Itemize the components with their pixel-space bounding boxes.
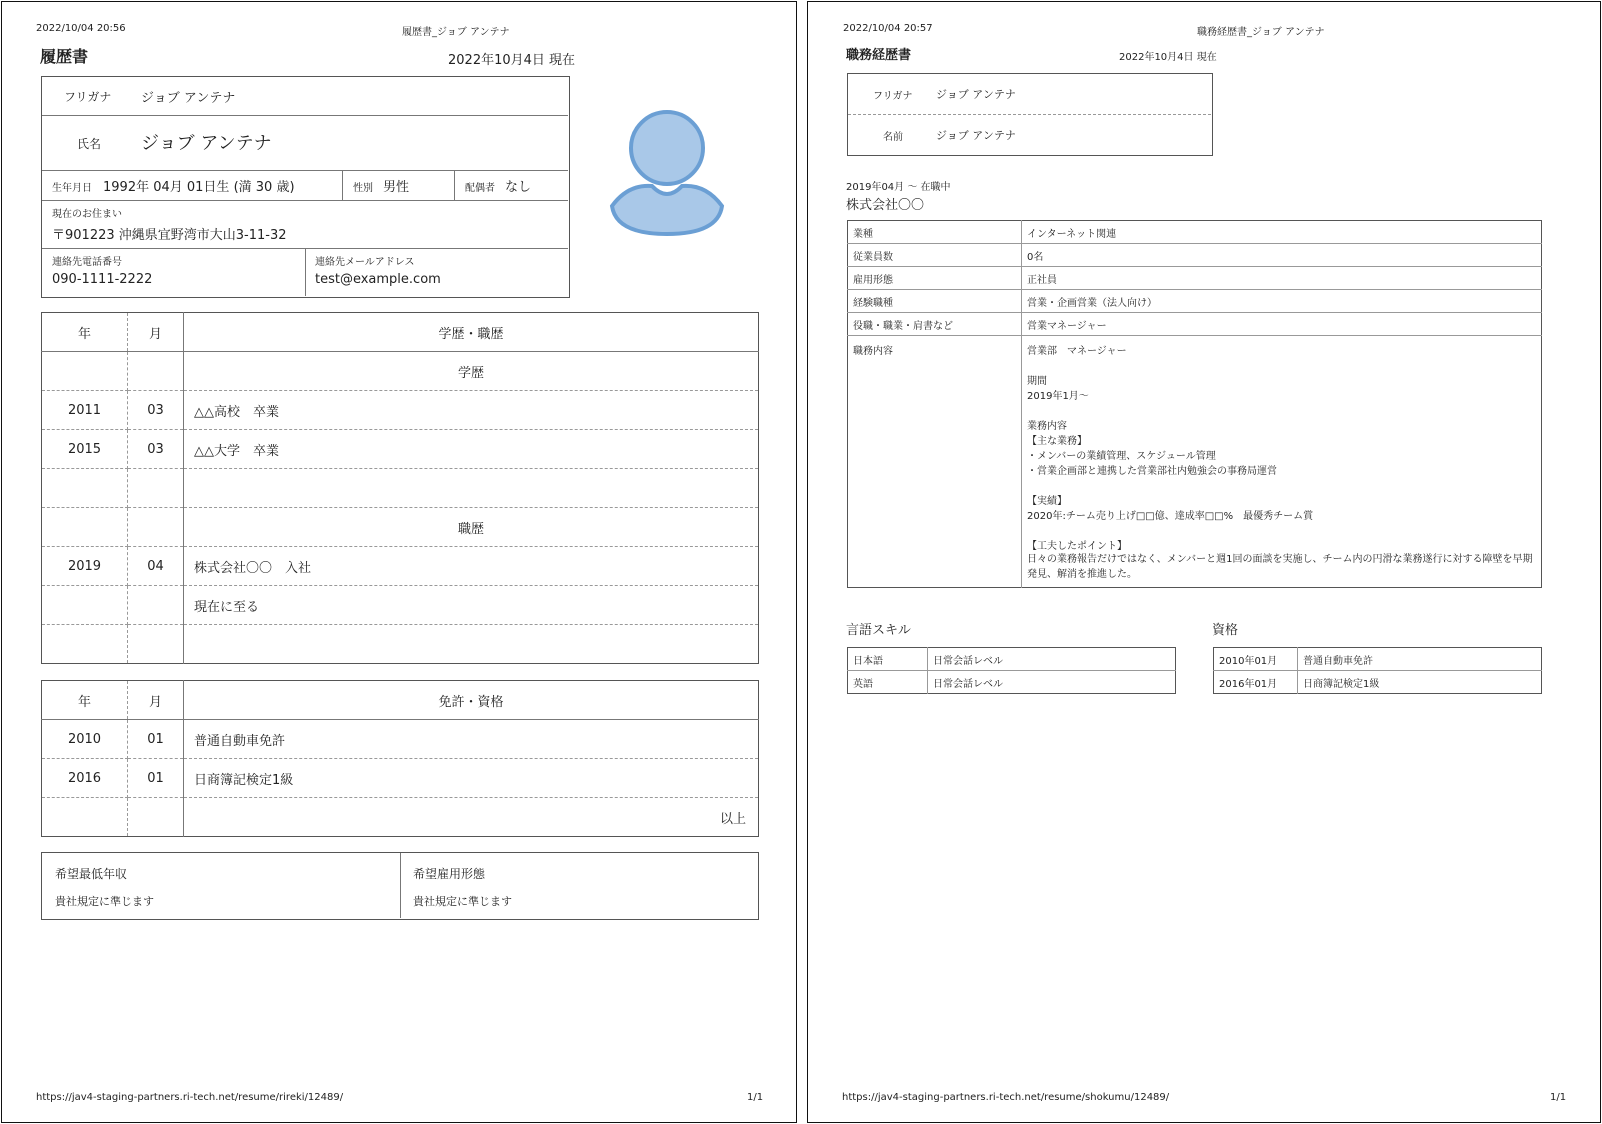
qualification-section-heading: 資格: [1212, 623, 1239, 638]
language-level: 日常会話レベル: [928, 648, 1176, 671]
divider: [454, 170, 455, 200]
name-label: 氏名: [77, 137, 102, 151]
table-row: [42, 508, 759, 547]
table-row: [848, 244, 1542, 267]
page-heading: 職務経歴書: [846, 48, 912, 63]
table-row: [848, 313, 1542, 336]
year-cell: [42, 586, 128, 625]
user-silhouette-icon: [608, 106, 726, 238]
entry-cell: [184, 469, 759, 508]
duties-line: 【主な業務】: [1027, 436, 1087, 447]
qualification-name: 普通自動車免許: [1298, 648, 1542, 671]
month-cell: [128, 508, 184, 547]
year-cell: [42, 625, 128, 664]
table-row: [1214, 648, 1542, 671]
as-of-date: 2022年10月4日 現在: [1119, 52, 1217, 63]
section-heading-cell: 学歴: [184, 352, 759, 391]
duties-line: 営業部 マネージャー: [1027, 346, 1127, 357]
address-value: 〒901223 沖縄県宜野湾市大山3-11-32: [52, 228, 287, 243]
column-header: 学歴・職歴: [184, 313, 759, 352]
entry-cell: 日商簿記検定1級: [184, 759, 759, 798]
row-value: 正社員: [1022, 267, 1542, 290]
row-key: 業種: [848, 221, 1022, 244]
table-row: [42, 798, 759, 837]
duties-line: 【実績】: [1027, 496, 1067, 507]
duties-line: 日々の業務報告だけではなく、メンバーと週1回の面談を実施し、チーム内の円滑な業務遂行に対する障壁を早期発見、解消を推進した。: [1027, 554, 1533, 580]
document-title: 履歴書_ジョブ アンテナ: [402, 27, 510, 38]
table-row: [42, 469, 759, 508]
duties-line: ・営業企画部と連携した営業部社内勉強会の事務局運営: [1027, 466, 1277, 477]
table-row: [848, 648, 1176, 671]
row-key: 職務内容: [848, 336, 1022, 588]
year-cell: 2010: [42, 720, 128, 759]
entry-cell: 現在に至る: [184, 586, 759, 625]
month-cell: [128, 625, 184, 664]
year-cell: [42, 352, 128, 391]
company-name: 株式会社〇〇: [846, 198, 925, 213]
table-row: [42, 547, 759, 586]
row-key: 役職・職業・肩書など: [848, 313, 1022, 336]
gender-value: 男性: [383, 180, 410, 195]
closing-cell: 以上: [719, 811, 746, 827]
duties-line: 【工夫したポイント】: [1027, 541, 1127, 552]
phone-value: 090-1111-2222: [52, 272, 153, 287]
table-row: [848, 267, 1542, 290]
row-value: 営業・企画営業（法人向け）: [1022, 290, 1542, 313]
entry-cell: 普通自動車免許: [184, 720, 759, 759]
address-label: 現在のお住まい: [52, 209, 122, 220]
license-table: [41, 680, 759, 837]
table-row: [42, 391, 759, 430]
row-key: 経験職種: [848, 290, 1022, 313]
year-cell: 2011: [42, 391, 128, 430]
month-cell: 04: [128, 547, 184, 586]
language-name: 英語: [848, 671, 928, 694]
print-timestamp: 2022/10/04 20:57: [843, 23, 933, 34]
desired-salary-value: 貴社規定に準じます: [55, 895, 154, 908]
qualification-date: 2010年01月: [1214, 648, 1298, 671]
duties-line: ・メンバーの業績管理、スケジュール管理: [1027, 451, 1216, 462]
rireki-page: [1, 1, 797, 1123]
birth-value: 1992年 04月 01日生 (満 30 歳): [103, 180, 295, 195]
duties-line: 2020年:チーム売り上げ□□億、達成率□□% 最優秀チーム賞: [1027, 511, 1314, 522]
name-value: ジョブ アンテナ: [141, 133, 272, 154]
row-value: 0名: [1022, 244, 1542, 267]
employment-period: 2019年04月 〜 在職中: [846, 182, 951, 193]
table-header-row: [42, 681, 759, 720]
year-cell: 2016: [42, 759, 128, 798]
language-table: [847, 647, 1176, 694]
as-of-date: 2022年10月4日 現在: [448, 53, 576, 68]
divider: [42, 115, 568, 116]
desired-conditions-box: [41, 852, 759, 920]
desired-employment-label: 希望雇用形態: [413, 867, 486, 881]
column-header: 月: [128, 313, 184, 352]
divider: [342, 170, 343, 200]
column-header: 月: [128, 681, 184, 720]
desired-salary-label: 希望最低年収: [55, 867, 128, 881]
document-title: 職務経歴書_ジョブ アンテナ: [1197, 27, 1325, 38]
name-label: 名前: [883, 132, 903, 143]
language-section-heading: 言語スキル: [846, 623, 911, 638]
year-cell: 2019: [42, 547, 128, 586]
table-row: [1214, 671, 1542, 694]
qualification-name: 日商簿記検定1級: [1303, 678, 1380, 690]
duties-line: 2019年1月〜: [1027, 391, 1089, 402]
page-heading: 履歴書: [40, 47, 89, 66]
table-row: [848, 290, 1542, 313]
table-row: [848, 336, 1542, 588]
table-row: [42, 430, 759, 469]
desired-employment-value: 貴社規定に準じます: [413, 895, 512, 908]
language-level: 日常会話レベル: [933, 678, 1003, 690]
name-box: [847, 73, 1213, 156]
entry-cell: △△高校 卒業: [184, 391, 759, 430]
spouse-label: 配偶者: [465, 183, 495, 194]
table-row: [42, 759, 759, 798]
entry-cell: [184, 625, 759, 664]
email-value: test@example.com: [315, 272, 441, 287]
furigana-value: ジョブ アンテナ: [141, 91, 236, 106]
spouse-value: なし: [505, 180, 532, 195]
entry-cell: △△大学 卒業: [184, 430, 759, 469]
divider: [848, 114, 1211, 115]
duties-line: 期間: [1027, 376, 1047, 387]
name-value: ジョブ アンテナ: [936, 129, 1016, 142]
year-cell: [42, 508, 128, 547]
column-header: 年: [42, 681, 128, 720]
month-cell: 01: [128, 759, 184, 798]
table-row: [42, 625, 759, 664]
entry-cell: 株式会社〇〇 入社: [184, 547, 759, 586]
month-cell: [128, 798, 184, 837]
table-row: [42, 586, 759, 625]
row-value: インターネット関連: [1022, 221, 1542, 244]
row-value: 営業マネージャー: [1022, 313, 1542, 336]
birth-label: 生年月日: [52, 183, 92, 194]
month-cell: 03: [128, 430, 184, 469]
duties-description: [1022, 336, 1542, 588]
divider: [42, 200, 568, 201]
table-row: [848, 221, 1542, 244]
furigana-value: ジョブ アンテナ: [936, 88, 1016, 101]
history-table: [41, 312, 759, 664]
year-cell: [42, 469, 128, 508]
personal-info-box: [41, 76, 570, 298]
furigana-label: フリガナ: [64, 90, 112, 104]
qualification-date: 2016年01月: [1214, 671, 1298, 694]
qualification-table: [1213, 647, 1542, 694]
language-name: 日本語: [848, 648, 928, 671]
divider: [305, 248, 306, 296]
furigana-label: フリガナ: [873, 91, 913, 102]
job-detail-table: [847, 220, 1542, 588]
footer-url: https://jav4-staging-partners.ri-tech.net/resume/shokumu/12489/: [842, 1092, 1170, 1103]
column-header: 免許・資格: [184, 681, 759, 720]
row-key: 従業員数: [848, 244, 1022, 267]
table-row: [42, 720, 759, 759]
table-row: [848, 671, 1176, 694]
phone-label: 連絡先電話番号: [52, 257, 122, 268]
footer-page-number: 1/1: [747, 1092, 764, 1103]
duties-line: 業務内容: [1027, 421, 1067, 432]
month-cell: [128, 352, 184, 391]
table-header-row: [42, 313, 759, 352]
year-cell: 2015: [42, 430, 128, 469]
shokumu-page: [807, 1, 1601, 1123]
gender-label: 性別: [353, 183, 373, 194]
column-header: 年: [42, 313, 128, 352]
print-timestamp: 2022/10/04 20:56: [36, 23, 126, 34]
email-label: 連絡先メールアドレス: [315, 257, 415, 268]
table-row: [42, 352, 759, 391]
month-cell: [128, 469, 184, 508]
divider: [42, 170, 568, 171]
divider: [400, 853, 401, 918]
year-cell: [42, 798, 128, 837]
row-key: 雇用形態: [848, 267, 1022, 290]
month-cell: 01: [128, 720, 184, 759]
footer-page-number: 1/1: [1550, 1092, 1567, 1103]
month-cell: 03: [128, 391, 184, 430]
month-cell: [128, 586, 184, 625]
footer-url: https://jav4-staging-partners.ri-tech.net/resume/rireki/12489/: [36, 1092, 344, 1103]
section-heading-cell: 職歴: [184, 508, 759, 547]
